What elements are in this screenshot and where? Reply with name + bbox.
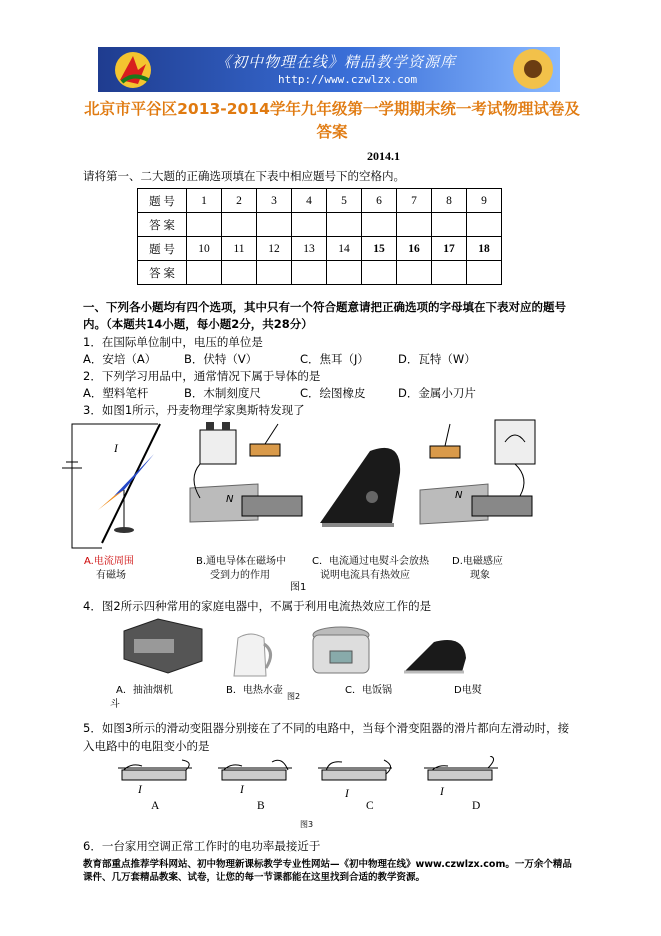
- question-5-stem-cont: 入电路中的电阻变小的是: [83, 739, 210, 753]
- figure-1-caption: 图1: [290, 582, 307, 593]
- answer-cell[interactable]: [292, 261, 327, 285]
- table-cell: 7: [397, 189, 432, 213]
- q3-option-c-line2: 说明电流具有热效应: [320, 570, 410, 581]
- table-cell: 10: [187, 237, 222, 261]
- answer-cell[interactable]: [327, 261, 362, 285]
- section-heading: 一、下列各小题均有四个选项，其中只有一个符合题意请把正确选项的字母填在下表对应的题号: [83, 300, 566, 314]
- logo-icon: [108, 50, 158, 90]
- answer-cell[interactable]: [222, 261, 257, 285]
- rheostat-label-c: C: [366, 800, 374, 812]
- table-cell: 6: [362, 189, 397, 213]
- figure-2-caption: 图2: [287, 692, 301, 701]
- table-cell: 5: [327, 189, 362, 213]
- answer-cell[interactable]: [257, 261, 292, 285]
- current-label-d: I: [440, 786, 444, 798]
- answer-table: [137, 188, 502, 285]
- table-cell: 12: [257, 237, 292, 261]
- rheostat-d: [424, 756, 498, 780]
- q3-option-a-line1: A.电流周围: [84, 556, 134, 567]
- section-heading-cont: 内。（本题共14小题，每小题2分，共28分）: [83, 317, 313, 331]
- current-label-b: I: [240, 784, 244, 796]
- question-5-stem: 5．如图3所示的滑动变阻器分别接在了不同的电路中，当每个滑变阻器的滑片都向左滑动时，接: [83, 721, 570, 735]
- answer-cell[interactable]: [187, 261, 222, 285]
- current-label-c: I: [345, 788, 349, 800]
- answer-cell[interactable]: [432, 213, 467, 237]
- q2-option-b: B．木制刻度尺: [184, 386, 261, 400]
- q1-option-b: B．伏特（V）: [184, 352, 258, 366]
- footer-line-1: 教育部重点推荐学科网站、初中物理新课标教学专业性网站—《初中物理在线》www.czwlzx.com。一万余个精品: [83, 859, 572, 870]
- answer-cell[interactable]: [222, 213, 257, 237]
- current-label-a: I: [138, 784, 142, 796]
- question-4-stem: 4．图2所示四种常用的家庭电器中，不属于利用电流热效应工作的是: [83, 599, 432, 613]
- rheostat-diagrams: [100, 756, 550, 806]
- answer-cell[interactable]: [187, 213, 222, 237]
- q3-option-c-line1: C．电流通过电熨斗会放热: [312, 556, 429, 567]
- q3-option-b-line2: 受到力的作用: [210, 570, 270, 581]
- q1-option-d: D．瓦特（W）: [398, 352, 476, 366]
- footer-line-2: 课件、几万套精品教案、试卷，让您的每一节课都能在这里找到合适的教学资源。: [83, 872, 426, 883]
- instruction-text: 请将第一、二大题的正确选项填在下表中相应题号下的空格内。: [83, 169, 405, 183]
- answer-cell[interactable]: [467, 213, 502, 237]
- electric-iron-image: [400, 632, 470, 676]
- table-cell: 1: [187, 189, 222, 213]
- header-banner: [98, 47, 560, 92]
- table-cell: 18: [467, 237, 502, 261]
- question-2-stem: 2．下列学习用品中，通常情况下属于导体的是: [83, 369, 321, 383]
- table-cell: 8: [432, 189, 467, 213]
- rheostat-label-a: A: [151, 800, 160, 812]
- q1-option-a: A．安培（A）: [83, 352, 157, 366]
- north-pole-label-b: N: [226, 494, 234, 505]
- rheostat-a: [118, 760, 192, 780]
- answer-cell[interactable]: [362, 261, 397, 285]
- table-cell: 11: [222, 237, 257, 261]
- table-row: [138, 189, 502, 213]
- rice-cooker-image: [310, 625, 372, 681]
- page-footer: [83, 858, 603, 884]
- rheostat-c: [318, 760, 392, 780]
- q4-option-a: A．抽油烟机: [116, 685, 173, 696]
- answer-cell[interactable]: [432, 261, 467, 285]
- q3-option-a-line2: 有磁场: [96, 570, 126, 581]
- table-cell: 17: [432, 237, 467, 261]
- table-cell: 2: [222, 189, 257, 213]
- sunflower-icon: [503, 47, 560, 92]
- range-hood-image: [118, 615, 208, 675]
- table-header-cell: 答 案: [138, 261, 187, 285]
- q2-option-a: A．塑料笔杆: [83, 386, 149, 400]
- table-row: [138, 237, 502, 261]
- table-cell: 16: [397, 237, 432, 261]
- q3-option-b-line1: B.通电导体在磁场中: [196, 556, 287, 567]
- oersted-diagram: [62, 418, 177, 553]
- q4-option-b: B．电热水壶: [226, 685, 283, 696]
- answer-cell[interactable]: [292, 213, 327, 237]
- rheostat-label-b: B: [257, 800, 265, 812]
- table-cell: 4: [292, 189, 327, 213]
- q4-option-d: D电熨: [454, 685, 482, 696]
- q1-option-c: C．焦耳（J）: [300, 352, 369, 366]
- answer-cell[interactable]: [257, 213, 292, 237]
- banner-title: 《初中物理在线》精品教学资源库: [216, 53, 457, 71]
- north-pole-label-d: N: [455, 490, 463, 501]
- answer-cell[interactable]: [397, 261, 432, 285]
- motor-diagram: [180, 418, 310, 543]
- table-row: [138, 213, 502, 237]
- table-cell: 3: [257, 189, 292, 213]
- q4-option-c: C．电饭锅: [345, 685, 392, 696]
- q2-option-d: D．金属小刀片: [398, 386, 476, 400]
- question-1-stem: 1．在国际单位制中，电压的单位是: [83, 335, 263, 349]
- table-row: [138, 261, 502, 285]
- table-cell: 14: [327, 237, 362, 261]
- iron-image: [310, 435, 410, 535]
- table-header-cell: 题 号: [138, 237, 187, 261]
- exam-date: 2014.1: [367, 149, 400, 163]
- answer-cell[interactable]: [362, 213, 397, 237]
- q2-option-c: C．绘图橡皮: [300, 386, 366, 400]
- current-label: I: [114, 443, 118, 455]
- table-cell: 15: [362, 237, 397, 261]
- q3-option-d-line1: D.电磁感应: [452, 556, 503, 567]
- banner-url[interactable]: http://www.czwlzx.com: [278, 73, 418, 86]
- table-cell: 9: [467, 189, 502, 213]
- answer-cell[interactable]: [397, 213, 432, 237]
- question-3-stem: 3．如图1所示，丹麦物理学家奥斯特发现了: [83, 403, 305, 417]
- question-6-stem: 6．一台家用空调正常工作时的电功率最接近于: [83, 839, 321, 853]
- kettle-image: [226, 628, 276, 680]
- q3-option-d-line2: 现象: [470, 570, 490, 581]
- table-header-cell: 答 案: [138, 213, 187, 237]
- figure-3-caption: 图3: [300, 820, 314, 829]
- document-title: 北京市平谷区2013-2014学年九年级第一学期期末统一考试物理试卷及答案: [84, 100, 580, 141]
- answer-cell[interactable]: [467, 261, 502, 285]
- q4-option-a-cont: 斗: [110, 699, 120, 710]
- answer-cell[interactable]: [327, 213, 362, 237]
- table-header-cell: 题 号: [138, 189, 187, 213]
- rheostat-label-d: D: [472, 800, 481, 812]
- table-cell: 13: [292, 237, 327, 261]
- rheostat-b: [218, 760, 292, 780]
- induction-diagram: [410, 418, 540, 543]
